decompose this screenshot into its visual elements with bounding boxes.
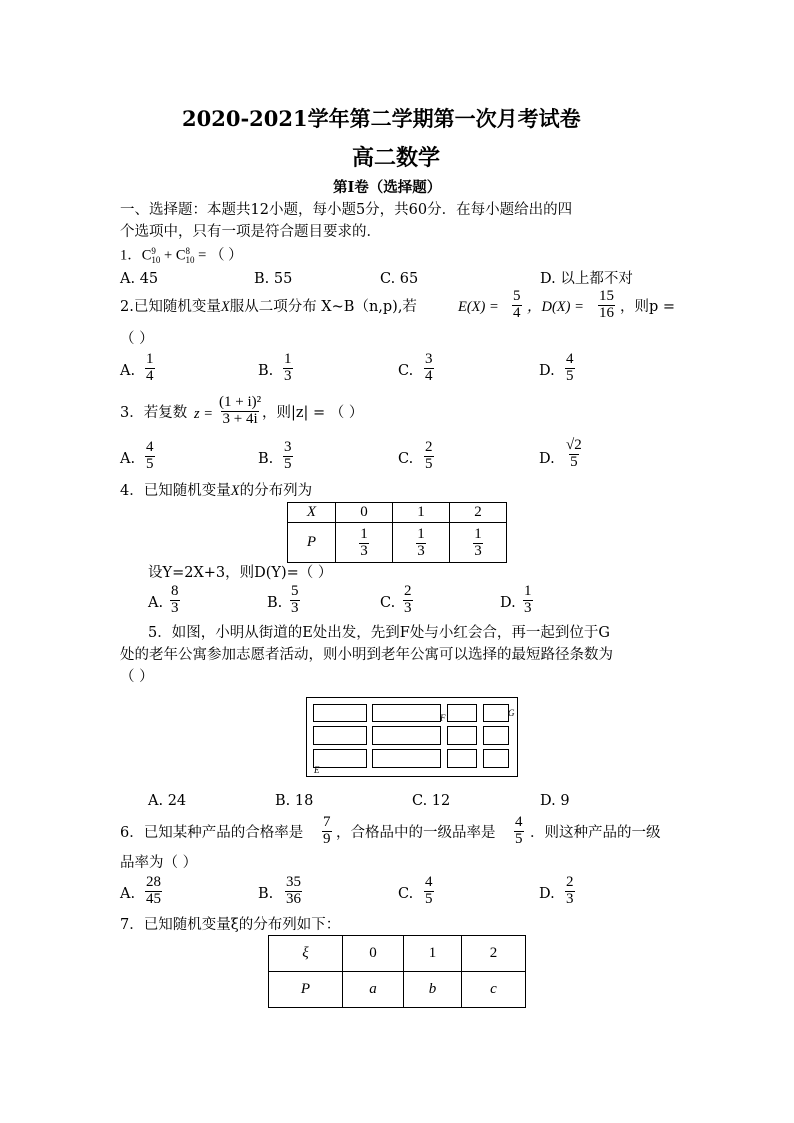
q4-table-head-0: 0 [336, 503, 393, 523]
q3-label-a[interactable]: A. [120, 451, 136, 467]
q6-option-c[interactable]: $\frac{4}{5}$ [425, 874, 433, 907]
q2-ex-frac: $\frac{5}{4}$ [513, 288, 521, 321]
q6-option-d[interactable]: $\frac{2}{3}$ [566, 874, 574, 907]
q7-cell-b: b [404, 972, 462, 1008]
q3-prefix: 3．若复数 [120, 405, 188, 421]
q5-option-b[interactable]: B. 18 [275, 793, 314, 809]
q7-head-1: 1 [404, 936, 462, 972]
q2-label-b[interactable]: B. [258, 363, 274, 379]
block [447, 749, 477, 768]
q6-frac-1: $\frac{7}{9}$ [323, 814, 331, 847]
volume-title: 第Ⅰ卷（选择题） [333, 179, 442, 196]
q7-head-2: 2 [462, 936, 526, 972]
q7-cell-a: a [343, 972, 404, 1008]
q3-label-d[interactable]: D. [539, 451, 555, 467]
block [483, 726, 509, 745]
q3-label-b[interactable]: B. [258, 451, 274, 467]
q3-option-d[interactable]: $\frac{√2}{5}$ [566, 437, 582, 470]
q4-table-p: P [288, 523, 336, 563]
q6-option-b[interactable]: $\frac{35}{36}$ [286, 874, 301, 907]
q2-option-b[interactable]: $\frac{1}{3}$ [284, 351, 292, 384]
q1-option-d[interactable]: D. 以上都不对 [540, 271, 633, 287]
q5-option-d[interactable]: D. 9 [540, 793, 570, 809]
q2-label-a[interactable]: A. [120, 363, 136, 379]
street-grid-figure [306, 697, 518, 777]
q2-stem: 2.已知随机变量X服从二项分布 X~B（n,p),若 [120, 299, 417, 315]
q4-label-b[interactable]: B. [267, 595, 283, 611]
q4-option-d[interactable]: $\frac{1}{3}$ [524, 583, 532, 616]
q7-head-0: 0 [343, 936, 404, 972]
q4-option-c[interactable]: $\frac{2}{3}$ [404, 583, 412, 616]
subject-title: 高二数学 [352, 145, 441, 171]
q3-option-a[interactable]: $\frac{4}{5}$ [146, 439, 154, 472]
q2-ex: E(X) = [458, 299, 499, 315]
q2-dx: ，D(X) = [527, 299, 584, 315]
q2-option-c[interactable]: $\frac{3}{4}$ [425, 351, 433, 384]
q5-option-a[interactable]: A. 24 [148, 793, 187, 809]
block [313, 704, 367, 722]
q5-line-3: （ ） [120, 669, 154, 685]
q6-tail: ．则这种产品的一级 [530, 825, 661, 841]
q1-option-b[interactable]: B. 55 [254, 271, 293, 287]
block [372, 704, 441, 722]
q7-distribution-table [268, 935, 526, 1008]
block [447, 704, 477, 722]
q3-label-c[interactable]: C. [398, 451, 414, 467]
q4-table-head-1: 1 [393, 503, 450, 523]
q6-frac-2: $\frac{4}{5}$ [515, 814, 523, 847]
q4-table-cell: $\frac{1}{3}$ [450, 523, 507, 563]
q4-setup: 设Y=2X+3，则D(Y)=（ ） [148, 565, 333, 581]
q2-option-a[interactable]: $\frac{1}{4}$ [146, 351, 154, 384]
q7-row-p: P [269, 972, 343, 1008]
point-f-label: F [440, 713, 446, 723]
block [313, 726, 367, 745]
instructions-line-2: 个选项中，只有一项是符合题目要求的． [120, 224, 381, 240]
q6-label-c[interactable]: C. [398, 886, 414, 902]
q7-stem: 7．已知随机变量ξ的分布列如下： [120, 917, 341, 933]
q4-table-head-x: X [288, 503, 336, 523]
q7-cell-c: c [462, 972, 526, 1008]
q4-label-d[interactable]: D. [500, 595, 516, 611]
q5-line-2: 处的老年公寓参加志愿者活动，则小明到老年公寓可以选择的最短路径条数为 [120, 647, 613, 663]
exam-title: 2020-2021学年第二学期第一次月考试卷 [182, 106, 581, 131]
block [372, 726, 441, 745]
q6-label-b[interactable]: B. [258, 886, 274, 902]
q2-tail: ，则p = [620, 299, 676, 315]
block [372, 749, 441, 768]
q4-table-cell: $\frac{1}{3}$ [393, 523, 450, 563]
q3-z: z = [194, 406, 214, 422]
q4-distribution-table [287, 502, 507, 563]
point-g-label: G [508, 708, 515, 718]
q2-label-c[interactable]: C. [398, 363, 414, 379]
q3-option-b[interactable]: $\frac{3}{5}$ [284, 439, 292, 472]
q1-stem: 1．C 9 10 + C 8 10 = （ ） [120, 246, 243, 265]
q7-head-xi: ξ [269, 936, 343, 972]
q2-option-d[interactable]: $\frac{4}{5}$ [566, 351, 574, 384]
q3-tail: ，则|z| = （ ） [262, 405, 364, 421]
q4-table-head-2: 2 [450, 503, 507, 523]
q3-frac: $\frac{\text{(1 + i)²}}{3 + 4i}$ [219, 394, 262, 427]
q1-option-a[interactable]: A. 45 [120, 271, 159, 287]
q4-label-a[interactable]: A. [148, 595, 164, 611]
q6-line-2: 品率为（ ） [120, 855, 198, 871]
q4-table-cell: $\frac{1}{3}$ [336, 523, 393, 563]
q2-paren: （ ） [120, 331, 154, 347]
point-e-label: E [314, 765, 320, 775]
q2-dx-frac: $\frac{15}{16}$ [599, 288, 614, 321]
q2-label-d[interactable]: D. [539, 363, 555, 379]
q6-label-d[interactable]: D. [539, 886, 555, 902]
q4-stem: 4．已知随机变量X的分布列为 [120, 483, 313, 499]
instructions-line-1: 一、选择题：本题共12小题，每小题5分，共60分．在每小题给出的四 [120, 202, 573, 218]
q4-label-c[interactable]: C. [380, 595, 396, 611]
q6-label-a[interactable]: A. [120, 886, 136, 902]
q6-mid: ，合格品中的一级品率是 [336, 825, 496, 841]
q6-prefix: 6．已知某种产品的合格率是 [120, 825, 304, 841]
q6-option-a[interactable]: $\frac{28}{45}$ [146, 874, 161, 907]
q4-option-b[interactable]: $\frac{5}{3}$ [291, 583, 299, 616]
q1-option-c[interactable]: C. 65 [380, 271, 419, 287]
block [447, 726, 477, 745]
block [313, 749, 367, 768]
q4-option-a[interactable]: $\frac{8}{3}$ [171, 583, 179, 616]
q5-line-1: 5．如图，小明从街道的E处出发，先到F处与小红会合，再一起到位于G [148, 625, 610, 641]
q5-option-c[interactable]: C. 12 [412, 793, 451, 809]
q3-option-c[interactable]: $\frac{2}{5}$ [425, 439, 433, 472]
block [483, 749, 509, 768]
block [483, 704, 509, 722]
